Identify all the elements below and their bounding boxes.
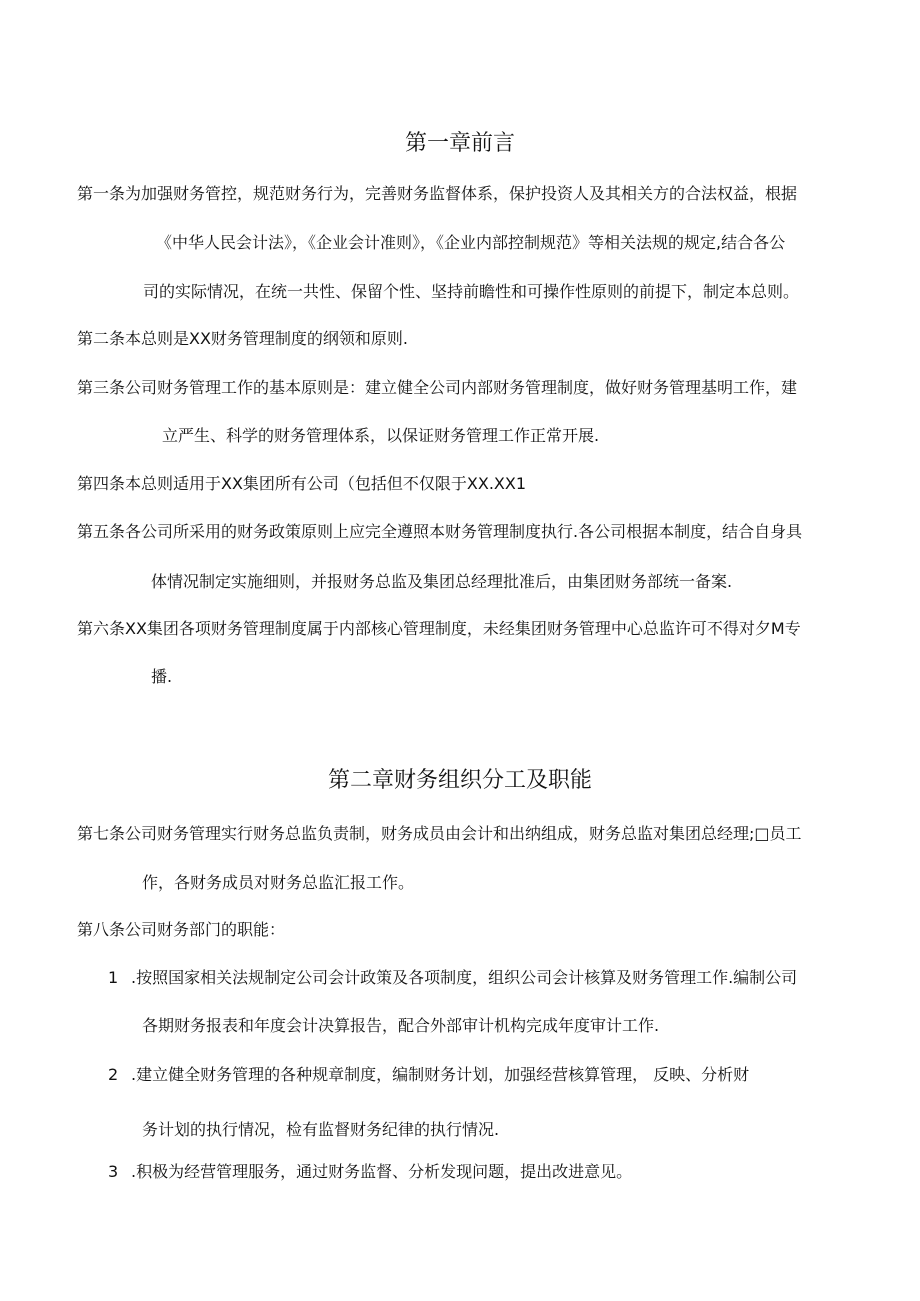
list-item-1-line-1: .按照国家相关法规制定公司会计政策及各项制度，组织公司会计核算及财务管理工作.编制公司: [131, 968, 798, 987]
list-item-3-line-1: .积极为经营管理服务，通过财务监督、分析发现问题，提出改进意见。: [131, 1162, 633, 1181]
article-6-line-1: 第六条XX集团各项财务管理制度属于内部核心管理制度，未经集团财务管理中心总监许可不得对夕M专: [77, 619, 801, 638]
list-item-2-line-1: .建立健全财务管理的各种规章制度，编制财务计划，加强经营核算管理， 反映、分析财: [131, 1065, 750, 1084]
list-item-1-number: 1: [108, 968, 119, 987]
article-6-line-2: 播.: [151, 667, 173, 686]
chapter-1-title: 第一章前言: [404, 131, 515, 156]
article-7-line-2: 作，各财务成员对财务总监汇报工作。: [142, 873, 415, 892]
article-3-line-2: 立严生、科学的财务管理体系，以保证财务管理工作正常开展.: [162, 426, 600, 445]
article-7-line-1: 第七条公司财务管理实行财务总监负责制，财务成员由会计和出纳组成，财务总监对集团总经理;□员工: [77, 824, 802, 843]
article-5-line-1: 第五条各公司所采用的财务政策原则上应完全遵照本财务管理制度执行.各公司根据本制度，结合自身具: [77, 522, 803, 541]
list-item-1-line-2: 各期财务报表和年度会计决算报告，配合外部审计机构完成年度审计工作.: [142, 1016, 660, 1035]
list-item-2-number: 2: [108, 1065, 119, 1084]
article-1-line-1: 第一条为加强财务管控，规范财务行为，完善财务监督体系，保护投资人及其相关方的合法权益，根据: [77, 184, 798, 203]
list-item-2-line-2: 务计划的执行情况，检有监督财务纪律的执行情况.: [142, 1120, 500, 1139]
article-4-line-1: 第四条本总则适用于XX集团所有公司（包括但不仅限于XX.XX1: [77, 474, 527, 493]
chapter-2-title: 第二章财务组织分工及职能: [327, 768, 592, 793]
article-1-line-3: 司的实际情况，在统一共性、保留个性、坚持前瞻性和可操作性原则的前提下，制定本总则。: [143, 282, 800, 301]
article-1-line-2: 《中华人民会计法》，《企业会计准则》，《企业内部控制规范》等相关法规的规定,结合各公: [156, 233, 786, 252]
article-5-line-2: 体情况制定实施细则，并报财务总监及集团总经理批准后，由集团财务部统一备案.: [151, 572, 733, 591]
article-8-line-1: 第八条公司财务部门的职能：: [77, 920, 286, 939]
article-3-line-1: 第三条公司财务管理工作的基本原则是：建立健全公司内部财务管理制度，做好财务管理基明工作，建: [77, 378, 798, 397]
list-item-3-number: 3: [108, 1162, 119, 1181]
article-2-line-1: 第二条本总则是XX财务管理制度的纲领和原则.: [77, 329, 409, 348]
